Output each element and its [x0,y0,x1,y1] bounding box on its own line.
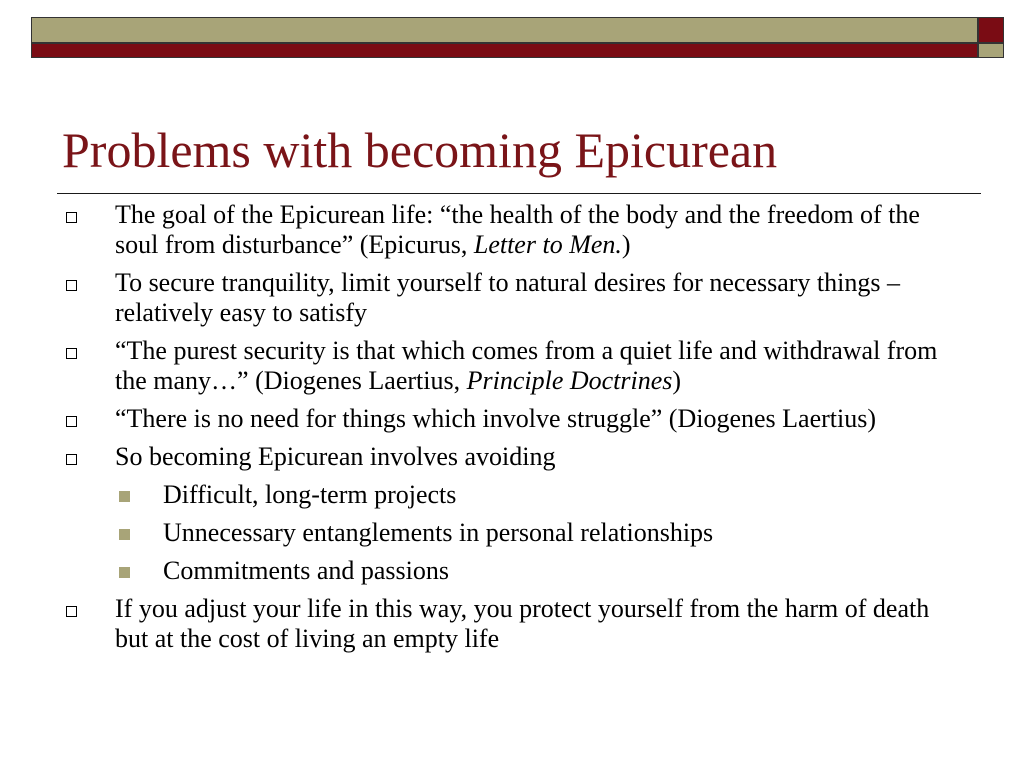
sub-bullet-text: Unnecessary entanglements in personal relationships [163,518,714,547]
header-maroon-bar [31,43,978,58]
header-olive-square [978,43,1004,58]
bullet-text-end: ) [621,230,631,259]
header-maroon-square [978,17,1004,43]
filled-square-bullet-icon [119,529,130,540]
bullet-text: So becoming Epicurean involves avoiding [115,442,556,471]
bullet-item-goal [62,200,962,260]
hollow-square-bullet-icon [66,606,77,617]
slide-title: Problems with becoming Epicurean [62,122,778,178]
sub-bullet-item [115,480,962,510]
bullet-list [62,200,962,662]
bullet-text: The goal of the Epicurean life: “the health of the body and the freedom of the soul from disturbance” (Epicurus, [115,200,920,259]
filled-square-bullet-icon [119,491,130,502]
sub-bullet-text: Difficult, long-term projects [163,480,457,509]
sub-bullet-item [115,518,962,548]
sub-bullet-text: Commitments and passions [163,556,449,585]
bullet-citation-italic: Principle Doctrines [466,366,673,395]
bullet-item-avoiding [62,442,962,586]
hollow-square-bullet-icon [66,416,77,427]
sub-bullet-item [115,556,962,586]
bullet-text-end: ) [672,366,682,395]
header-olive-bar [31,17,978,43]
hollow-square-bullet-icon [66,212,77,223]
bullet-citation-italic: Letter to Men. [473,230,622,259]
filled-square-bullet-icon [119,567,130,578]
hollow-square-bullet-icon [66,280,77,291]
title-divider [57,193,981,194]
bullet-text: If you adjust your life in this way, you protect yourself from the harm of death but at the cost of living an empty life [115,594,930,653]
bullet-item-conclusion [62,594,962,654]
bullet-text: “The purest security is that which comes from a quiet life and withdrawal from the many…” (Diogenes Laertius, [115,336,938,395]
sub-bullet-list [115,480,962,586]
hollow-square-bullet-icon [66,454,77,465]
bullet-item-tranquility [62,268,962,328]
bullet-item-struggle-quote [62,404,962,434]
bullet-item-security-quote [62,336,962,396]
hollow-square-bullet-icon [66,348,77,359]
bullet-text: “There is no need for things which involve struggle” (Diogenes Laertius) [115,404,876,433]
bullet-text: To secure tranquility, limit yourself to natural desires for necessary things – relatively easy to satisfy [115,268,900,327]
